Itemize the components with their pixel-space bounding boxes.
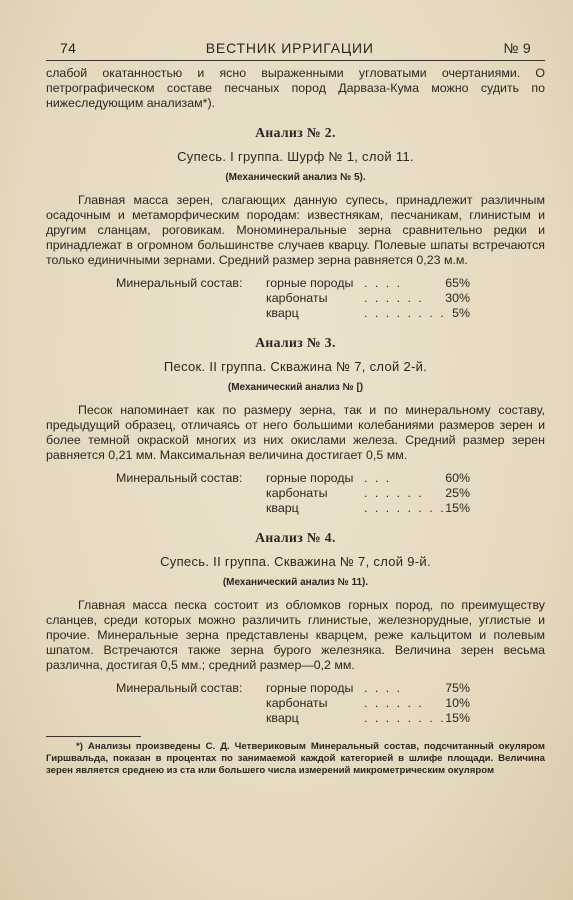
leader-dots: . . . . . . . . bbox=[364, 306, 446, 320]
composition-row bbox=[116, 501, 545, 516]
analysis-text: Песок напоминает как по размеру зерна, так и по минеральному составу, предыдущий образец, отличаясь от него большими колебаниями размеров зерен и более темной окраской многих из них окислами железа. Средний размер зерен равняется 0,21 мм. Максимальная величина достигает 0,5 мм. bbox=[46, 403, 545, 462]
composition-value: 65% bbox=[445, 276, 470, 290]
composition-item: горные породы bbox=[266, 276, 354, 290]
composition-row bbox=[116, 471, 545, 486]
mechanical-analysis-ref: (Механический анализ № [) bbox=[227, 382, 364, 393]
composition-value: 30% bbox=[445, 291, 470, 305]
composition-value: 25% bbox=[445, 486, 470, 500]
composition-row bbox=[116, 486, 545, 501]
analysis-2 bbox=[46, 125, 545, 321]
composition-row bbox=[116, 291, 545, 306]
composition-value: 75% bbox=[445, 681, 470, 695]
mineral-composition bbox=[116, 276, 545, 321]
leader-dots: . . . . . . bbox=[364, 486, 424, 500]
composition-item: кварц bbox=[266, 306, 299, 320]
analysis-title: Анализ № 3. bbox=[255, 335, 336, 350]
composition-value: 15% bbox=[445, 501, 470, 515]
composition-row bbox=[116, 711, 545, 726]
composition-row bbox=[116, 696, 545, 711]
running-header bbox=[46, 40, 545, 61]
composition-row bbox=[116, 276, 545, 291]
composition-item: горные породы bbox=[266, 471, 354, 485]
composition-item: карбонаты bbox=[266, 696, 328, 710]
analysis-subtitle: Песок. II группа. Скважина № 7, слой 2-й. bbox=[163, 359, 428, 374]
leader-dots: . . . . . . bbox=[364, 696, 424, 710]
mechanical-analysis-ref: (Механический анализ № 11). bbox=[222, 577, 369, 588]
mineral-composition bbox=[116, 681, 545, 726]
composition-value: 60% bbox=[445, 471, 470, 485]
journal-title: ВЕСТНИК ИРРИГАЦИИ bbox=[205, 40, 374, 56]
leader-dots: . . . . . . . . bbox=[364, 711, 446, 725]
leader-dots: . . . . . . . . bbox=[364, 501, 446, 515]
composition-value: 10% bbox=[445, 696, 470, 710]
composition-item: горные породы bbox=[266, 681, 354, 695]
analysis-4 bbox=[46, 530, 545, 726]
issue-number: № 9 bbox=[503, 40, 531, 56]
composition-value: 5% bbox=[452, 306, 470, 320]
intro-paragraph: слабой окатанностью и ясно выраженными угловатыми очертаниями. О петрографическом составе песчаных пород Дарваза-Кума можно судить по нижеследующим анализам*). bbox=[46, 66, 545, 110]
analysis-subtitle: Супесь. II группа. Скважина № 7, слой 9-й. bbox=[160, 554, 431, 569]
analysis-text: Главная масса песка состоит из обломков горных пород, по преимуществу сланцев, среди которых можно различить глинистые, железнорудные, углистые и прочие. Минеральные зерна представлены кварцем, реже кальцитом и полевым шпатом. Встречаются также зерна бурого железняка. Величина зерен весьма различна, достигая 0,5 мм.; средний размер—0,2 мм. bbox=[46, 598, 545, 672]
composition-item: кварц bbox=[266, 711, 299, 725]
page-number: 74 bbox=[60, 40, 77, 56]
composition-label: Минеральный состав: bbox=[116, 681, 243, 695]
analysis-title: Анализ № 2. bbox=[255, 125, 336, 140]
analysis-title: Анализ № 4. bbox=[255, 530, 336, 545]
composition-label: Минеральный состав: bbox=[116, 276, 243, 290]
composition-item: кварц bbox=[266, 501, 299, 515]
mechanical-analysis-ref: (Механический анализ № 5). bbox=[225, 172, 366, 183]
composition-row bbox=[116, 681, 545, 696]
composition-row bbox=[116, 306, 545, 321]
leader-dots: . . . . . . bbox=[364, 291, 424, 305]
composition-item: карбонаты bbox=[266, 291, 328, 305]
analysis-3 bbox=[46, 335, 545, 516]
footnote: *) Анализы произведены С. Д. Четвериковым Минеральный состав, подсчитанный окуляром Гиршвальда, показан в процентах по занимаемой каждой категорией в шлифе площади. Величина зерен является среднею из ста или большего числа измерений микрометрическим окуляром bbox=[46, 741, 545, 776]
analysis-subtitle: Супесь. I группа. Шурф № 1, слой 11. bbox=[177, 149, 414, 164]
analysis-text: Главная масса зерен, слагающих данную супесь, принадлежит различным осадочным и метаморфическим породам: известнякам, песчаникам, глинистым и другим сланцам, роговикам. Мономинеральные зерна сравнительно редки и принадлежат в огромном большинстве случаев кварцу. Полевые шпаты встречаются только единичными зернами. Средний размер зерна равняется 0,23 м.м. bbox=[46, 193, 545, 267]
leader-dots: . . . bbox=[364, 471, 392, 485]
footnote-divider bbox=[46, 736, 141, 737]
composition-value: 15% bbox=[445, 711, 470, 725]
leader-dots: . . . . bbox=[364, 681, 403, 695]
composition-item: карбонаты bbox=[266, 486, 328, 500]
mineral-composition bbox=[116, 471, 545, 516]
composition-label: Минеральный состав: bbox=[116, 471, 243, 485]
leader-dots: . . . . bbox=[364, 276, 403, 290]
